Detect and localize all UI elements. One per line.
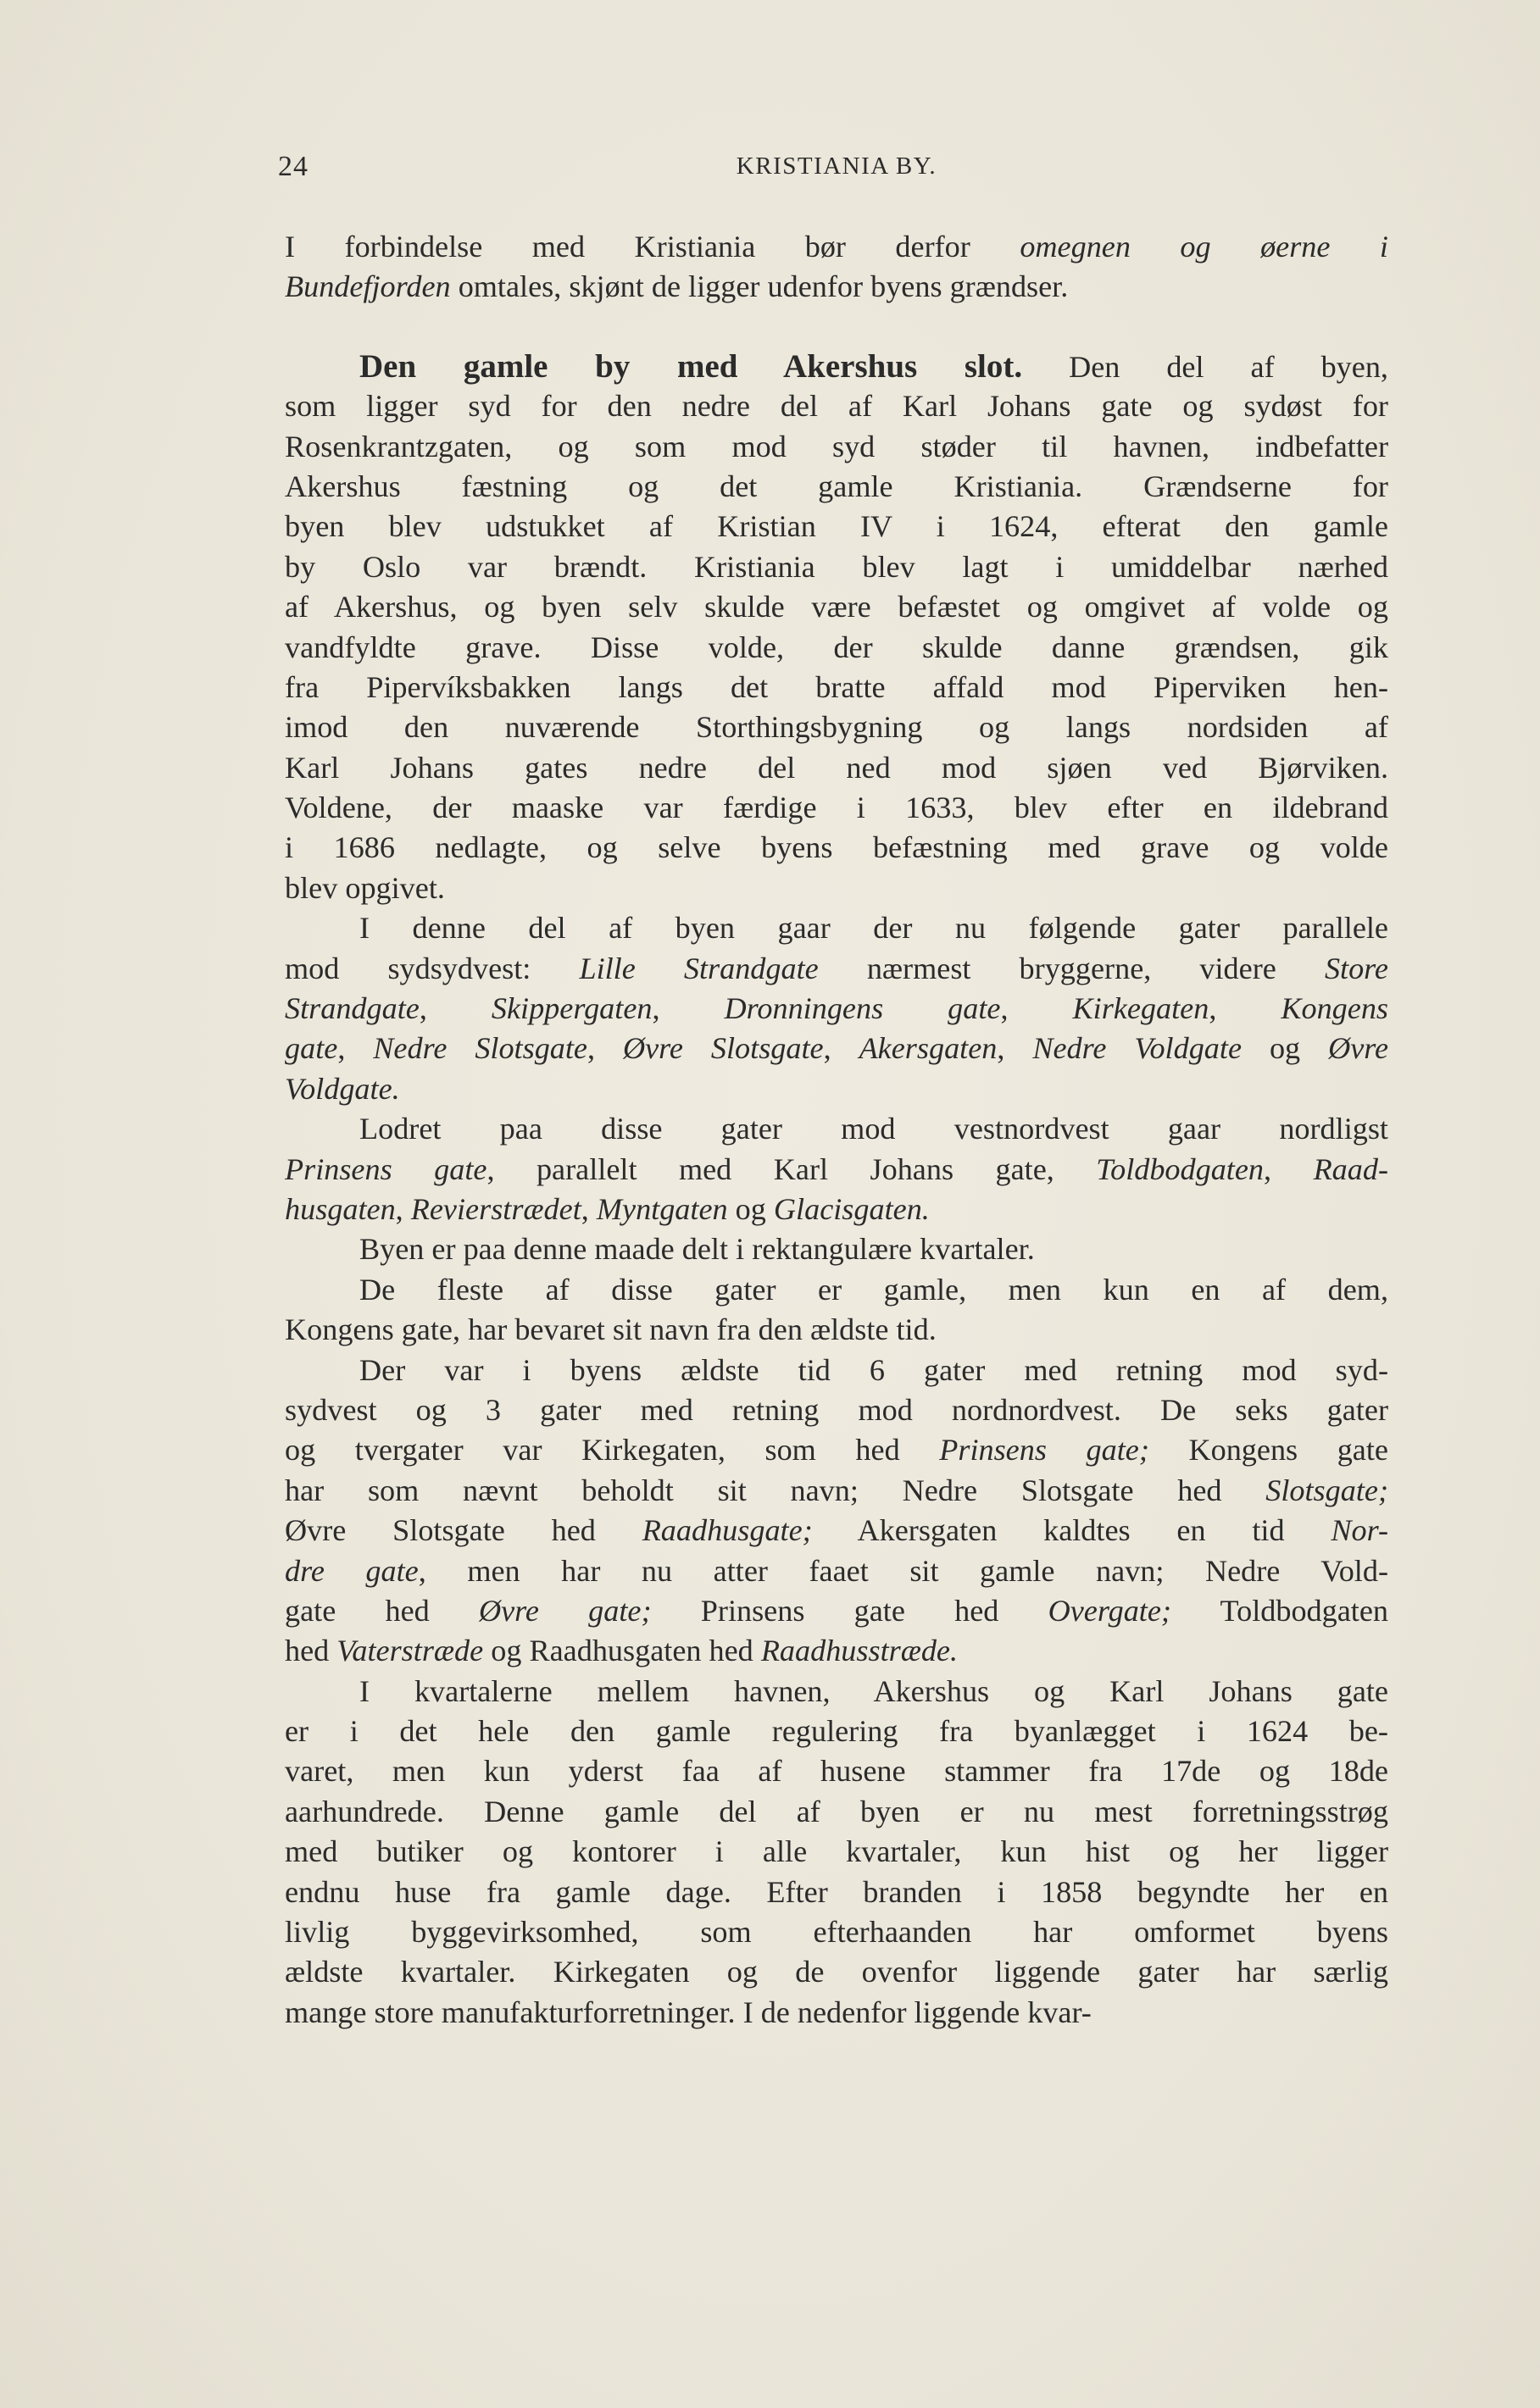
section-paragraph (285, 347, 1388, 908)
text-line: gate, Nedre Slotsgate, Øvre Slotsgate, Akersgaten, Nedre Voldgate og Øvre (285, 1031, 1388, 1066)
paragraph (285, 1672, 1388, 2033)
text-line: I kvartalerne mellem havnen, Akershus og Karl Johans gate (359, 1673, 1388, 1708)
text-line: gate hed Øvre gate; Prinsens gate hed Overgate; Toldbodgaten (285, 1593, 1388, 1628)
text-line: by Oslo var brændt. Kristiania blev lagt i umiddelbar nærhed (285, 549, 1388, 584)
text-line: I denne del af byen gaar der nu følgende gater parallele (359, 911, 1388, 946)
text-line: livlig byggevirksomhed, som efterhaanden har omformet byens (285, 1915, 1388, 1950)
section-heading: Den gamle by med Akershus slot. (359, 347, 1023, 385)
text-line: Voldgate. (285, 1071, 400, 1106)
text-line: blev opgivet. (285, 870, 445, 905)
text-line: med butiker og kontorer i alle kvartaler, kun hist og her ligger (285, 1834, 1388, 1869)
text-line: mange store manufakturforretninger. I de nedenfor liggende kvar- (285, 1995, 1092, 2029)
text-line: Der var i byens ældste tid 6 gater med retning mod syd- (359, 1352, 1388, 1387)
paragraph (285, 227, 1388, 308)
text-line: Voldene, der maaske var færdige i 1633, blev efter en ildebrand (285, 791, 1388, 825)
paragraph (285, 1109, 1388, 1229)
text-line: Byen er paa denne maade delt i rektangulære kvartaler. (359, 1232, 1035, 1267)
paragraph (285, 1351, 1388, 1672)
text-line: mod sydsydvest: Lille Strandgate nærmest bryggerne, videre Store (285, 951, 1388, 985)
text-line: Prinsens gate, parallelt med Karl Johans gate, Toldbodgaten, Raad- (285, 1151, 1388, 1186)
text-line: vandfyldte grave. Disse volde, der skulde danne grændsen, gik (285, 630, 1388, 664)
text-line: Rosenkrantzgaten, og som mod syd støder til havnen, indbefatter (285, 429, 1388, 463)
paragraph (285, 908, 1388, 1109)
paragraph (285, 1270, 1388, 1351)
text-line: imod den nuværende Storthingsbygning og langs nordsiden af (285, 710, 1388, 745)
text-line: I forbindelse med Kristiania bør derfor omegnen og øerne i (285, 230, 1388, 264)
running-title: KRISTIANIA BY. (736, 153, 937, 180)
text-line: som ligger syd for den nedre del af Karl Johans gate og sydøst for (285, 389, 1388, 424)
text-line: Karl Johans gates nedre del ned mod sjøen ved Bjørviken. (285, 750, 1388, 785)
text-line: fra Pipervíksbakken langs det bratte affald mod Piperviken hen- (285, 669, 1388, 704)
text-line: Lodret paa disse gater mod vestnordvest gaar nordligst (359, 1112, 1388, 1146)
text-line: er i det hele den gamle regulering fra byanlægget i 1624 be- (285, 1714, 1388, 1749)
text-line: byen blev udstukket af Kristian IV i 1624, efterat den gamle (285, 509, 1388, 544)
text-line: har som nævnt beholdt sit navn; Nedre Slotsgate hed Slotsgate; (285, 1473, 1388, 1507)
text-line: Øvre Slotsgate hed Raadhusgate; Akersgaten kaldtes en tid Nor- (285, 1513, 1388, 1548)
text-line: Akershus fæstning og det gamle Kristiania. Grændserne for (285, 469, 1388, 503)
page-header (278, 151, 1395, 193)
text-line: Kongens gate, har bevaret sit navn fra den ældste tid. (285, 1312, 937, 1347)
text-line: Strandgate, Skippergaten, Dronningens gate, Kirkegaten, Kongens (285, 991, 1388, 1026)
body-text (285, 227, 1388, 2033)
text-line: hed Vaterstræde og Raadhusgaten hed Raadhusstræde. (285, 1634, 959, 1668)
text-line: husgaten, Revierstrædet, Myntgaten og Glacisgaten. (285, 1191, 930, 1226)
text-line: og tvergater var Kirkegaten, som hed Prinsens gate; Kongens gate (285, 1433, 1388, 1468)
text-line: De fleste af disse gater er gamle, men kun en af dem, (359, 1272, 1388, 1307)
text-line: af Akershus, og byen selv skulde være befæstet og omgivet af volde og (285, 590, 1388, 624)
text-line: sydvest og 3 gater med retning mod nordnordvest. De seks gater (285, 1392, 1388, 1427)
text-line: ældste kvartaler. Kirkegaten og de ovenfor liggende gater har særlig (285, 1955, 1388, 1989)
text-line: endnu huse fra gamle dage. Efter branden i 1858 begyndte her en (285, 1874, 1388, 1909)
text-line: Bundefjorden omtales, skjønt de ligger udenfor byens grændser. (285, 269, 1069, 304)
paragraph-gap (285, 308, 1388, 347)
page-number: 24 (278, 151, 309, 182)
text-line: varet, men kun yderst faa af husene stammer fra 17de og 18de (285, 1754, 1388, 1789)
text-line: dre gate, men har nu atter faaet sit gamle navn; Nedre Vold- (285, 1553, 1388, 1588)
text-line: Den gamle by med Akershus slot. Den del af byen, (359, 347, 1388, 385)
text-line: i 1686 nedlagte, og selve byens befæstning med grave og volde (285, 830, 1388, 865)
paragraph (285, 1229, 1388, 1269)
text-line: aarhundrede. Denne gamle del af byen er nu mest forretningsstrøg (285, 1794, 1388, 1828)
